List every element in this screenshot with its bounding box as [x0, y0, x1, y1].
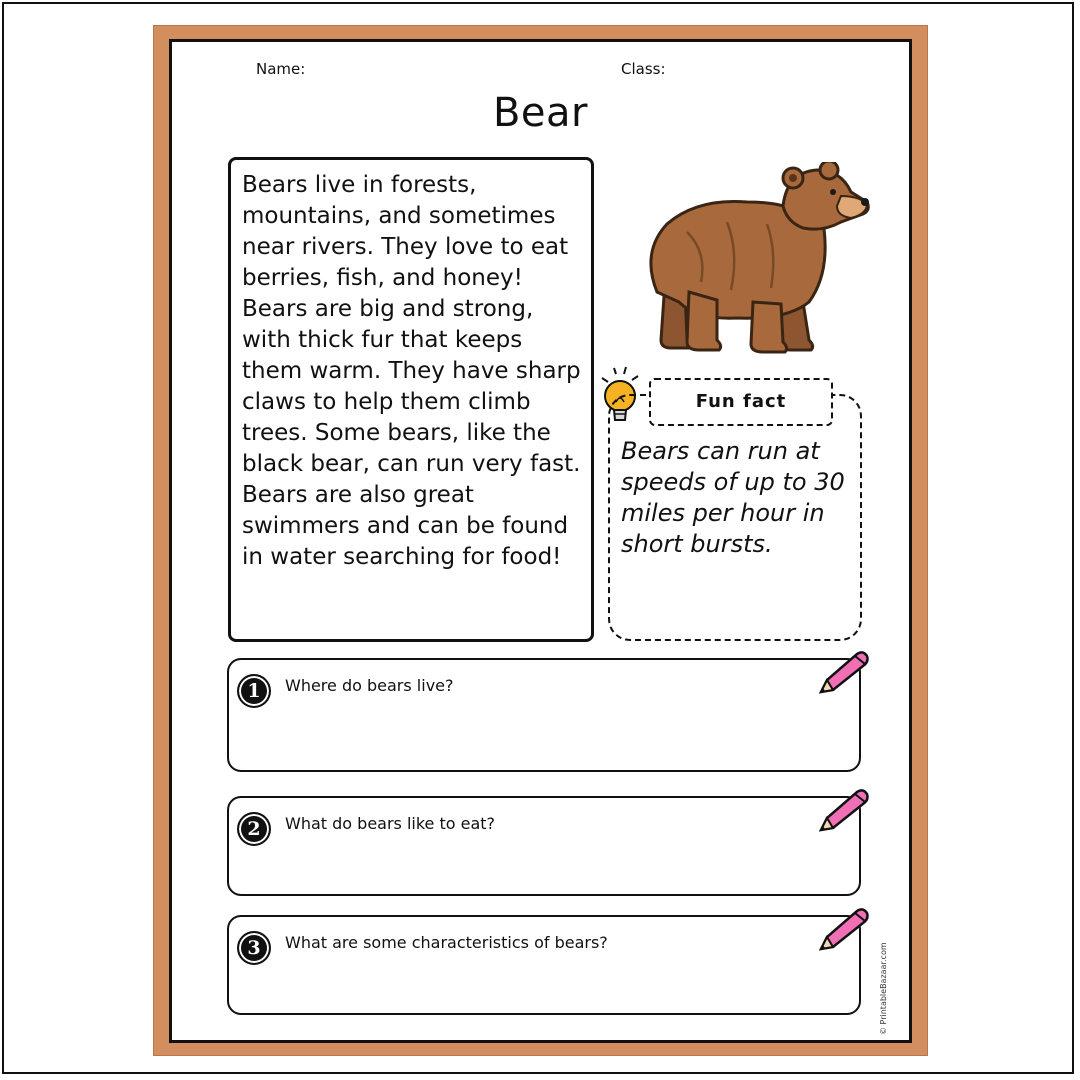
bear-illustration [627, 162, 872, 357]
question-number-1: 1 [237, 674, 271, 708]
question-text-1: Where do bears live? [285, 676, 454, 695]
pencil-icon [817, 907, 871, 953]
question-box-1[interactable] [227, 658, 861, 772]
page-title: Bear [492, 90, 588, 136]
question-box-3[interactable] [227, 915, 861, 1015]
worksheet-frame [153, 25, 928, 1056]
worksheet-page [169, 39, 912, 1043]
pencil-icon [817, 650, 871, 696]
question-box-2[interactable] [227, 796, 861, 896]
fun-fact-text: Bears can run at speeds of up to 30 miles per hour in short bursts. [621, 437, 845, 558]
question-text-3: What are some characteristics of bears? [285, 933, 608, 952]
name-label: Name: [256, 60, 306, 78]
pencil-icon [817, 788, 871, 834]
class-label: Class: [621, 60, 666, 78]
question-number-3: 3 [237, 931, 271, 965]
copyright-text: © PrintableBazaar.com [879, 942, 888, 1035]
reading-passage: Bears live in forests, mountains, and sometimes near rivers. They love to eat berries, fish, and honey! Bears are big and strong, with thick fur that keeps them warm. They have sharp claws to help them climb trees. Some bears, like the black bear, can run very fast. Bears are also great swimmers and can be found in water searching for food! [228, 157, 594, 642]
question-text-2: What do bears like to eat? [285, 814, 496, 833]
question-number-2: 2 [237, 812, 271, 846]
fun-fact-label: Fun fact [649, 378, 833, 426]
